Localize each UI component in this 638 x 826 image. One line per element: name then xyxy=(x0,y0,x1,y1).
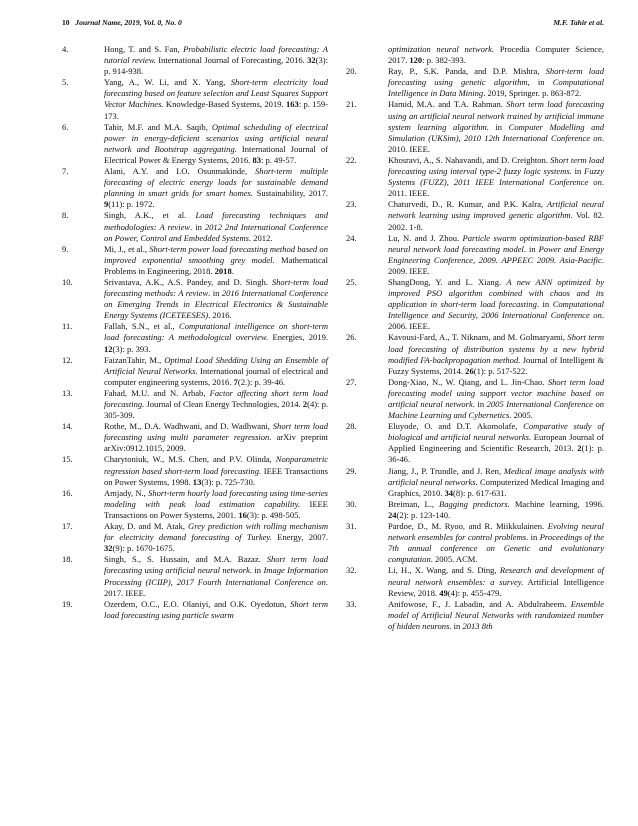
header-left xyxy=(62,18,182,27)
reference-text-segment: Dong-Xiao, N., W. Qiang, and L. Jin-Chao. xyxy=(388,376,548,387)
reference-item xyxy=(62,77,328,121)
reference-text-segment: Ozerdem, O.C., E.O. Olaniyi, and O.K. Oyedotun, xyxy=(104,598,291,609)
reference-text-segment: : p. 382-393. xyxy=(422,55,466,66)
reference-item xyxy=(346,565,604,598)
reference-text-segment: International journal of electrical and computer engineering systems, 2016. xyxy=(104,365,328,387)
reference-text-segment: (2): p. 123-140. xyxy=(396,509,451,520)
reference-text xyxy=(388,521,604,565)
reference-text-segment: (4): p. 455-479. xyxy=(447,587,502,598)
reference-text xyxy=(104,244,328,277)
reference-number: 20. xyxy=(346,66,357,77)
reference-text-segment: : p. 49-57. xyxy=(260,154,297,165)
reference-text-segment: (3): p. 393. xyxy=(112,343,151,354)
reference-text xyxy=(388,499,604,521)
reference-text xyxy=(388,233,604,277)
reference-text-segment: . in xyxy=(523,243,539,254)
reference-text-segment: 2 xyxy=(302,399,308,409)
reference-item xyxy=(62,244,328,277)
reference-text-segment: Nonparametric regression based short-term load forecasting. xyxy=(104,454,328,476)
reference-text-segment: Charytoniuk, W., M.S. Chen, and P.V. Olinda, xyxy=(104,454,276,465)
reference-item xyxy=(346,233,604,277)
reference-text-segment: . in xyxy=(249,565,264,576)
reference-text-segment: Machine learning, 1996. xyxy=(509,498,604,509)
reference-text-segment: Journal of Intelligent & Fuzzy Systems, 2014. xyxy=(388,354,604,376)
reference-text-segment: Particle swarm optimization-based RBF neural network load forecasting model xyxy=(388,232,604,254)
journal-name: Journal Name, 2019, Vol. 0, No. 0 xyxy=(75,18,182,27)
reference-text-segment: 24 xyxy=(388,509,397,520)
reference-text-segment: FaizanTahir, M., xyxy=(104,354,165,365)
reference-text-segment: (8): p. 617-631. xyxy=(453,487,507,498)
reference-text-segment: . 2005. xyxy=(509,410,533,421)
reference-text xyxy=(388,466,604,499)
reference-number: 11. xyxy=(62,321,73,332)
reference-item xyxy=(62,454,328,487)
reference-item xyxy=(62,488,328,521)
reference-text-segment: . 2010. IEEE. xyxy=(388,132,604,154)
reference-text-segment: Proceedings of the 7th annual conference on Genetic and evolutionary computation xyxy=(388,532,604,565)
reference-number: 25. xyxy=(346,276,357,287)
reference-text xyxy=(388,277,604,332)
reference-text-segment: . in xyxy=(208,288,222,299)
reference-text-segment: Alani, A.Y. and I.O. Osunmakinde, xyxy=(104,166,256,177)
reference-number: 19. xyxy=(62,598,73,609)
references-left-column xyxy=(62,44,328,621)
reference-text-segment: Short-term power load forecasting method based on improved exponential smoothing grey model. xyxy=(104,243,328,265)
reference-item xyxy=(346,499,604,521)
reference-text-segment: Srivastava, A.K., A.S. Pandey, and D. Singh. xyxy=(104,276,272,287)
reference-text-segment: Jiang, J., P. Trundle, and J. Ren, xyxy=(388,465,504,476)
reference-item xyxy=(346,377,604,421)
reference-number: 10. xyxy=(62,276,73,287)
reference-text-segment: . 2016. xyxy=(208,310,232,321)
reference-item xyxy=(62,321,328,354)
reference-text-segment: Short-term electricity load forecasting based on feature selection and Least Squares Support Vector Machines. xyxy=(104,77,328,110)
reference-text-segment: Singh, S., S. Hussain, and M.A. Bazaz. xyxy=(104,554,267,565)
reference-text-segment: Short-term hourly load forecasting using time-series modeling with peak load estimation capability. xyxy=(104,487,328,509)
reference-text-segment: Load forecasting techniques and methodologies: A review xyxy=(104,210,328,232)
reference-text-segment: International Journal of Forecasting, 2016. xyxy=(155,55,308,66)
reference-number: 26. xyxy=(346,332,357,343)
reference-text-segment: : p. 159-173. xyxy=(104,99,328,121)
reference-text-segment: Computer Modelling and Simulation (UKSim), 2010 12th International Conference on xyxy=(388,121,604,143)
header-author: M.F. Tahir et al. xyxy=(553,18,604,27)
reference-text-segment: . xyxy=(231,265,234,276)
reference-item xyxy=(346,66,604,99)
reference-text-segment: (4): p. 305-309. xyxy=(104,399,329,421)
reference-text-segment: 12 xyxy=(104,343,113,354)
reference-text-segment: Singh, A.K., et al. xyxy=(104,210,196,221)
reference-text xyxy=(388,377,604,421)
reference-text-segment: Chaturvedi, D., R. Kumar, and P.K. Kalra, xyxy=(388,199,547,210)
reference-text-segment: Energy, 2007. xyxy=(271,532,328,543)
reference-item xyxy=(346,466,604,499)
reference-text-segment: 32 xyxy=(104,543,113,554)
reference-text-segment: 83 xyxy=(252,154,261,165)
reference-text-segment: (3): p. 725-730. xyxy=(201,476,255,487)
reference-text-segment: , in xyxy=(527,77,553,88)
reference-number: 12. xyxy=(62,354,73,365)
reference-item xyxy=(346,277,604,332)
reference-text-segment: . in xyxy=(190,221,205,232)
reference-text-segment: 120 xyxy=(409,55,423,66)
reference-text-segment: 49 xyxy=(439,587,448,598)
reference-text-segment: (3): p. 498-505. xyxy=(246,509,301,520)
reference-text-segment: Energies, 2019. xyxy=(268,332,328,343)
reference-item xyxy=(62,521,328,554)
reference-item xyxy=(62,599,328,621)
reference-item xyxy=(346,332,604,376)
reference-number: 28. xyxy=(346,421,357,432)
reference-number: 31. xyxy=(346,521,357,532)
reference-number: 18. xyxy=(62,554,73,565)
reference-text-segment: (3): p. 914-938. xyxy=(104,55,329,77)
reference-number: 9. xyxy=(62,243,69,254)
reference-text-segment: Breiman, L., xyxy=(388,498,439,509)
reference-text xyxy=(104,599,328,621)
reference-text-segment: 34 xyxy=(444,487,454,498)
reference-text-segment: (2.): p. 39-46. xyxy=(237,376,286,387)
reference-text-segment: . 2005. ACM. xyxy=(430,554,478,565)
reference-number: 5. xyxy=(62,77,69,88)
reference-number xyxy=(346,44,388,66)
reference-text-segment: . 2009. IEEE. xyxy=(388,254,604,276)
reference-text-segment: International Journal of Electrical Power & Energy Systems, 2016. xyxy=(104,143,328,165)
reference-text xyxy=(388,199,604,232)
reference-item xyxy=(346,599,604,632)
reference-text-segment: 2 xyxy=(577,443,582,454)
reference-number: 14. xyxy=(62,421,73,432)
reference-item xyxy=(62,122,328,166)
reference-text-segment: Optimal Load Shedding Using an Ensemble of Artificial Neural Networks. xyxy=(104,354,329,376)
reference-text-segment: Mathematical Problems in Engineering, 2018. xyxy=(104,254,329,276)
reference-text-segment: 7 xyxy=(233,376,238,387)
reference-text-segment: Optimal scheduling of electrical power in energy-deficient scenarios using artificial neural network and Bootstrap aggregating. xyxy=(104,121,328,154)
reference-text-segment: 2013 8th xyxy=(462,620,493,631)
reference-text-segment: Pardoe, D., M. Ryoo, and R. Miikkulainen. xyxy=(388,521,548,532)
reference-text-segment: . in xyxy=(486,121,509,132)
reference-text-segment: European Journal of Applied Engineering and Scientific Research, 2013. xyxy=(388,432,604,454)
reference-text-segment: 26 xyxy=(465,365,474,376)
reference-text xyxy=(104,521,328,554)
reference-text-segment: Short-term load forecasting using genetic algorithm xyxy=(388,66,604,88)
reference-number: 33. xyxy=(346,598,357,609)
reference-text-segment: Short term load forecasting using particle swarm xyxy=(104,598,328,620)
reference-text-segment: 163 xyxy=(286,99,299,110)
reference-text-segment: Fallah, S.N., et al., xyxy=(104,321,180,332)
reference-text-segment: Hamid, M.A. and T.A. Rahman. xyxy=(388,99,507,110)
reference-number: 24. xyxy=(346,232,357,243)
reference-item xyxy=(346,421,604,465)
reference-number: 22. xyxy=(346,154,357,165)
reference-text xyxy=(104,321,328,354)
reference-text-segment: . in xyxy=(569,166,585,177)
reference-text-segment: A new ANN optimized by improved PSO algorithm combined with chaos and its application in short-term load forecasting xyxy=(388,276,604,310)
reference-text-segment: arXiv preprint arXiv:0912.1015, 2009. xyxy=(104,432,328,454)
reference-text xyxy=(104,77,328,121)
reference-text-segment: Research and development of neural network ensembles: a survey. xyxy=(388,565,604,587)
reference-text-segment: Mi, J., et al., xyxy=(104,243,150,254)
reference-text-segment: optimization neural network. xyxy=(388,44,495,54)
reference-text xyxy=(388,99,604,154)
reference-text-segment: Artificial Intelligence Review, 2018. xyxy=(388,576,604,598)
reference-text-segment: Fahad, M.U. and N. Arbab, xyxy=(104,387,210,398)
reference-text-segment: Hong, T. and S. Fan, xyxy=(104,44,184,54)
reference-text-segment: . 2006. IEEE. xyxy=(388,310,604,332)
reference-text-segment: . 2012. xyxy=(248,232,273,243)
reference-text-segment: . in xyxy=(449,620,463,631)
reference-number: 7. xyxy=(62,166,69,177)
reference-text-segment: Short term load forecasting using multi parameter regression. xyxy=(104,421,329,443)
reference-number: 8. xyxy=(62,210,69,221)
reference-text-segment: Rothe, M., D.A. Wadhwani, and D. Wadhwani, xyxy=(104,421,273,432)
reference-item xyxy=(62,210,328,243)
reference-text xyxy=(388,44,604,66)
reference-text-segment: Computerized Medical Imaging and Graphics, 2010. xyxy=(388,476,604,498)
reference-text xyxy=(104,488,328,521)
reference-item xyxy=(62,554,328,598)
reference-text-segment: 2018 xyxy=(214,265,232,276)
reference-text-segment: . 2011. IEEE. xyxy=(388,177,604,199)
reference-text-segment: Short term load forecasting using interval type-2 fuzzy logic systems xyxy=(388,154,605,177)
reference-item xyxy=(62,388,328,421)
reference-item xyxy=(346,99,604,154)
reference-text xyxy=(104,554,328,598)
reference-text xyxy=(104,44,328,77)
reference-text-segment: 2016 International Conference on Emerging Trends in Electrical Electronics & Sustainable Energy Systems (ICETEESES) xyxy=(104,288,328,321)
reference-text xyxy=(104,388,328,421)
reference-text-segment: Bagging predictors. xyxy=(438,498,510,509)
reference-text xyxy=(388,565,604,598)
page-number: 10 xyxy=(62,18,70,27)
reference-text-segment: Short term load forecasting using an artificial neural network trained by artificial immune system learning algorithm xyxy=(388,99,604,132)
reference-text-segment: . 2019, Springer. p. 863-872. xyxy=(483,88,582,99)
reference-text-segment: Image Information Processing (ICIIP), 2017 Fourth International Conference on xyxy=(104,565,328,587)
reference-text-segment: Ray, P., S.K. Panda, and D.P. Mishra, xyxy=(388,66,546,77)
reference-text-segment: Tahir, M.F. and M.A. Saqib, xyxy=(104,121,212,132)
reference-item xyxy=(346,44,604,66)
reference-item xyxy=(62,166,328,210)
reference-text-segment: (11): p. 1972. xyxy=(108,199,155,210)
reference-text-segment: Eluyode, O. and D.T. Akomolafe, xyxy=(388,421,524,432)
reference-text xyxy=(388,332,604,376)
reference-text xyxy=(104,122,328,166)
page-header xyxy=(62,18,604,32)
reference-text-segment: Short-term multiple forecasting of electric energy loads for sustainable demand planning in smart grids for smart homes. xyxy=(104,166,328,199)
references-right-column xyxy=(346,44,604,632)
reference-text-segment: . in xyxy=(472,399,487,409)
reference-text-segment: Knowledge-Based Systems, 2019. xyxy=(163,99,286,110)
reference-text-segment: 16 xyxy=(238,509,247,520)
reference-text-segment: 2005 International Conference on Machine Learning and Cybernetics xyxy=(388,399,604,421)
reference-text-segment: 32 xyxy=(307,55,316,66)
reference-number: 16. xyxy=(62,487,73,498)
reference-text xyxy=(104,277,328,321)
reference-text-segment: Ensemble model of Artificial Neural Networks with randomized number of hidden neurons xyxy=(388,598,604,631)
reference-text-segment: Khosravi, A., S. Nahavandi, and D. Creighton. xyxy=(388,154,551,165)
reference-number: 27. xyxy=(346,376,357,387)
reference-item xyxy=(62,277,328,321)
reference-item xyxy=(62,355,328,388)
reference-text-segment: Akay, D. and M. Atak, xyxy=(104,521,189,532)
reference-text-segment: Probabilistic electric load forecasting: A tutorial review. xyxy=(104,44,328,66)
reference-text-segment: . Vol. 82. 2002. 1-8. xyxy=(388,210,604,232)
reference-text xyxy=(388,66,604,99)
reference-text-segment: Yang, A., W. Li, and X. Yang, xyxy=(104,77,231,88)
reference-item xyxy=(346,155,604,199)
reference-text-segment: Procedia Computer Science, 2017. xyxy=(388,44,605,66)
reference-item xyxy=(62,421,328,454)
reference-text-segment: Sustainability, 2017. xyxy=(253,188,329,199)
reference-text-segment: 13 xyxy=(192,476,202,487)
reference-text-segment: (9): p. 1670-1675. xyxy=(112,543,175,554)
reference-text xyxy=(104,166,328,210)
reference-text-segment: Grey prediction with rolling mechanism for electricity demand forecasting of Turkey. xyxy=(104,521,328,543)
reference-text-segment: Li, H., X. Wang, and S. Ding, xyxy=(388,565,500,576)
reference-text-segment: Computational Intelligence and Security, 2006 International Conference on xyxy=(388,299,604,321)
reference-item xyxy=(346,521,604,565)
reference-text-segment: Fuzzy Systems (FUZZ), 2011 IEEE International Conference on xyxy=(388,166,604,188)
reference-text xyxy=(104,210,328,243)
reference-number: 13. xyxy=(62,387,73,398)
reference-number: 23. xyxy=(346,199,357,210)
reference-text-segment: Computational intelligence on short-term load forecasting: A methodological overview. xyxy=(104,321,328,343)
reference-text-segment: . in xyxy=(526,532,540,543)
reference-text-segment: . in xyxy=(536,299,553,310)
reference-text-segment: ShangDong, Y. and L. Xiang. xyxy=(388,276,507,287)
reference-text-segment: 9 xyxy=(104,199,109,210)
reference-text-segment: Short term load forecasting model using support vector machine based on artificial neural network xyxy=(388,376,604,409)
reference-text xyxy=(388,421,604,465)
reference-text-segment: Evolving neural network ensembles for control problems xyxy=(388,521,604,543)
reference-text-segment: 2012 2nd International Conference on Power, Control and Embedded Systems xyxy=(104,221,328,243)
reference-number: 30. xyxy=(346,498,357,509)
reference-text xyxy=(104,421,328,454)
reference-text-segment: Short term load forecasting of distribution systems by a new hybrid modified FA-backpropagation method. xyxy=(388,332,604,365)
reference-text xyxy=(104,454,328,487)
reference-number: 29. xyxy=(346,465,357,476)
reference-number: 6. xyxy=(62,121,69,132)
reference-number: 4. xyxy=(62,44,69,54)
reference-text-segment: . 2017. IEEE. xyxy=(104,576,328,598)
reference-text-segment: Amjady, N., xyxy=(104,487,149,498)
reference-text-segment: Factor affecting short term load forecasting. xyxy=(104,387,328,409)
reference-number: 15. xyxy=(62,454,73,465)
reference-text-segment: Power and Energy Engineering Conference, 2009. APPEEC 2009. Asia-Pacific xyxy=(388,243,604,265)
reference-item xyxy=(62,44,328,77)
reference-text-segment: Comparative study of biological and artificial neural networks. xyxy=(388,421,604,443)
reference-number: 17. xyxy=(62,521,73,532)
reference-text-segment: IEEE Transactions on Power Systems, 2001. xyxy=(104,498,328,520)
reference-text-segment: Journal of Clean Energy Technologies, 2014. xyxy=(144,399,303,409)
reference-text xyxy=(388,599,604,632)
reference-text-segment: Computational Intelligence in Data Mining xyxy=(388,77,605,99)
reference-text-segment: Kavousi-Fard, A., T. Niknam, and M. Golmaryami, xyxy=(388,332,568,343)
reference-text-segment: Medical image analysis with artificial neural networks. xyxy=(388,465,604,487)
reference-text-segment: Short-term load forecasting methods: A review xyxy=(104,276,328,299)
reference-number: 21. xyxy=(346,99,357,110)
reference-text xyxy=(104,355,328,388)
reference-item xyxy=(346,199,604,232)
reference-text-segment: (1): p. 517-522. xyxy=(473,365,528,376)
reference-number: 32. xyxy=(346,565,357,576)
reference-text-segment: (1): p. 36-46. xyxy=(388,443,605,465)
reference-text-segment: Anifowose, F., J. Labadin, and A. Abdulraheem. xyxy=(388,598,571,609)
reference-text xyxy=(388,155,604,199)
reference-text-segment: Lu, N. and J. Zhou. xyxy=(388,232,463,243)
reference-text-segment: Short term load forecasting using artificial neural network xyxy=(104,554,328,576)
reference-text-segment: Artificial neural network learning using improved genetic algorithm xyxy=(388,199,604,221)
reference-text-segment: IEEE Transactions on Power Systems, 1998. xyxy=(104,465,329,487)
